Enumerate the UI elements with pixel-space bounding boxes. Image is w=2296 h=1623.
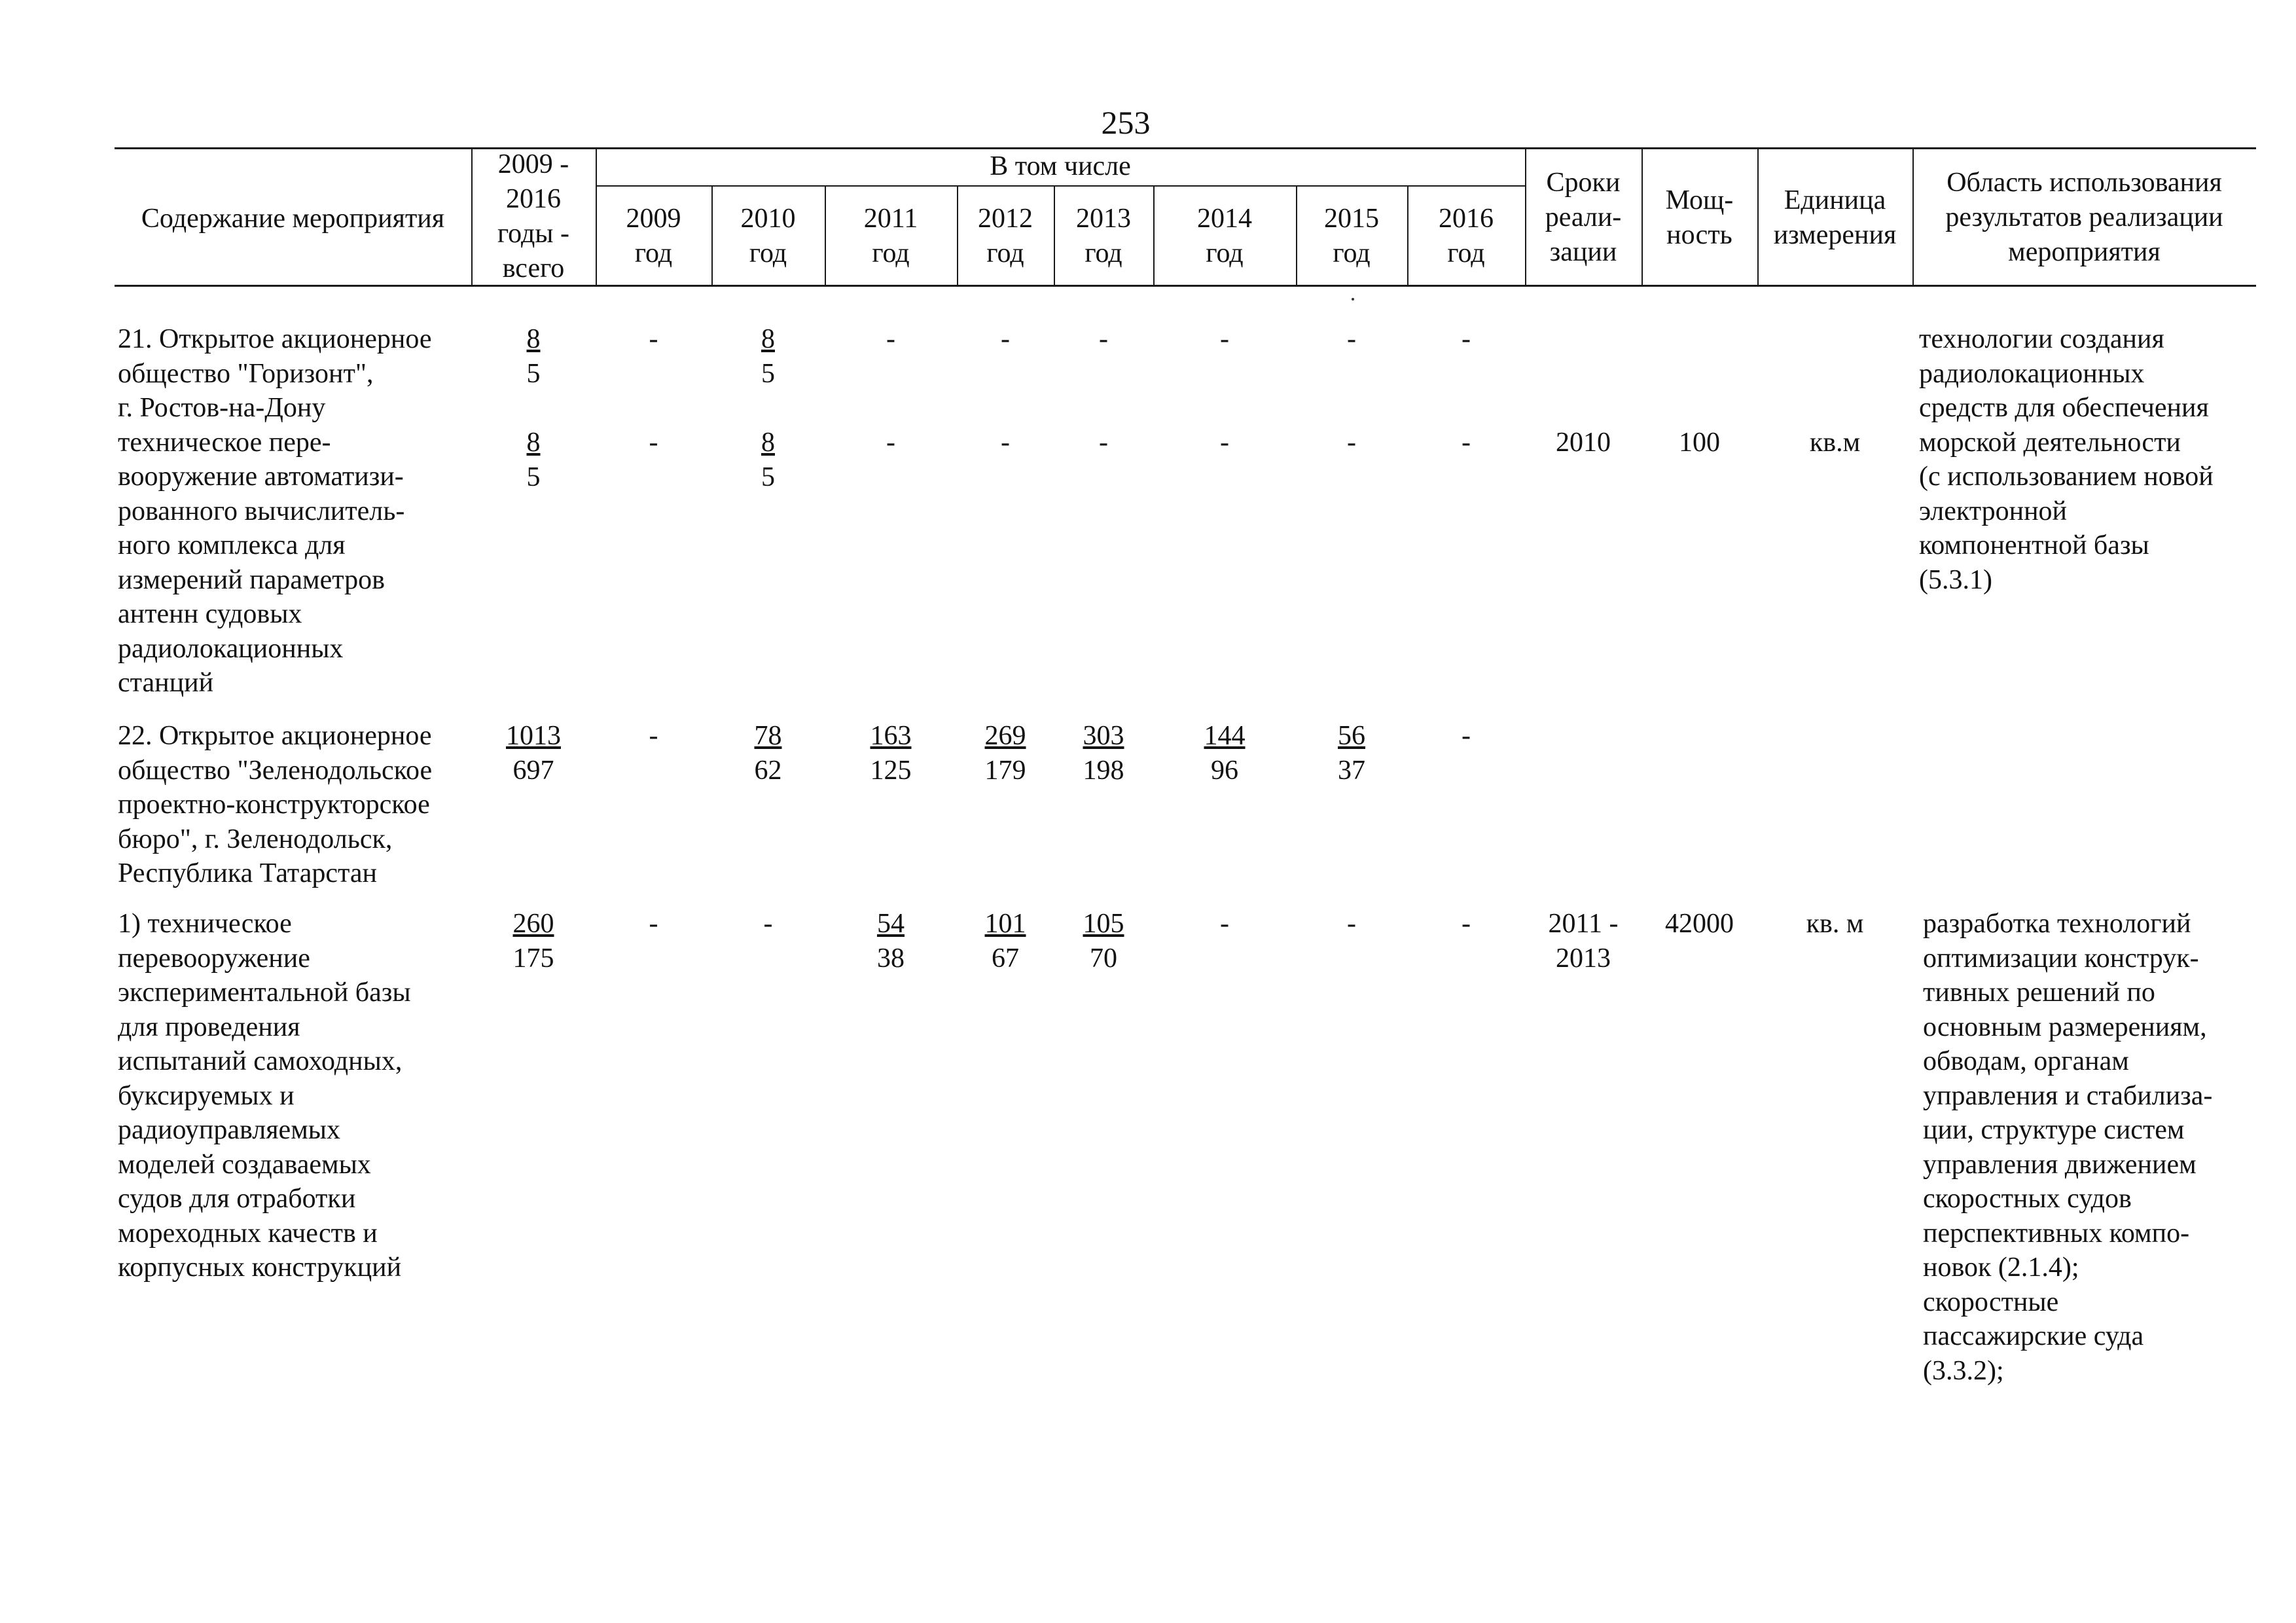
row-21b-capacity: 100 <box>1679 428 1720 458</box>
denominator: 38 <box>877 943 905 974</box>
header-year-2011: 2011 год <box>863 204 918 268</box>
row-22-2014 <box>1153 719 1296 788</box>
denominator: 179 <box>984 756 1026 786</box>
page-number: 253 <box>1101 104 1151 141</box>
row-21b-2009: - <box>649 428 658 458</box>
numerator: 303 <box>1083 721 1124 751</box>
denominator: 70 <box>1090 943 1117 974</box>
row-22-1-2009: - <box>649 909 658 939</box>
row-21a-2014: - <box>1220 324 1229 354</box>
row-22-1-total <box>471 907 596 976</box>
row-22-1-2010: - <box>763 909 773 939</box>
row-21b-2014: - <box>1220 428 1229 458</box>
denominator: 62 <box>754 756 782 786</box>
header-year-2009: 2009 год <box>626 204 681 268</box>
numerator: 260 <box>512 909 554 939</box>
header-year-2015: 2015 год <box>1324 204 1379 268</box>
header-year-2013: 2013 год <box>1076 204 1131 268</box>
header-including: В том числе <box>990 151 1131 181</box>
row-22-1-capacity: 42000 <box>1665 909 1734 939</box>
header-unit: Единица измерения <box>1773 185 1897 250</box>
denominator: 125 <box>870 756 912 786</box>
numerator: 8 <box>761 324 775 354</box>
row-21a-2012: - <box>1001 324 1010 354</box>
header-year-2016: 2016 год <box>1439 204 1494 268</box>
denominator: 67 <box>992 943 1019 974</box>
row-22-1-description: 1) техническое перевооружение экспериментальной базы для проведения испытаний самоходных, буксируемых и радиоуправляемых моделей создаваемых судов для отработки мореходных качеств и корпусных конструкций <box>118 909 411 1283</box>
row-21b-2012: - <box>1001 428 1010 458</box>
numerator: 8 <box>526 428 541 458</box>
numerator: 8 <box>761 428 775 458</box>
row-22-2010 <box>711 719 825 788</box>
numerator: 163 <box>870 721 912 751</box>
numerator: 1013 <box>506 721 561 751</box>
row-22-2015 <box>1296 719 1407 788</box>
row-22-2012 <box>957 719 1054 788</box>
row-22-2011 <box>825 719 957 788</box>
numerator: 54 <box>877 909 905 939</box>
row-22-total <box>471 719 596 788</box>
row-22-1-area: разработка технологий оптимизации конструк- тивных решений по основным размерениям, обводам, органам управления и стабилиза- ции, структуре систем управления движением скоростных судов перспективных компо- новок (2.1.4); скоростные пассажирские суда (3.3.2); <box>1923 909 2213 1386</box>
row-21b-2016: - <box>1462 428 1471 458</box>
header-total: 2009 - 2016 годы - всего <box>497 149 570 283</box>
row-22-1-unit: кв. м <box>1806 909 1864 939</box>
row-22-2013 <box>1054 719 1153 788</box>
numerator: 269 <box>984 721 1026 751</box>
row-21b-2011: - <box>886 428 895 458</box>
row-21b-total <box>471 426 596 495</box>
row-22-description: 22. Открытое акционерное общество "Зеленодольское проектно-конструкторское бюро", г. Зеленодольск, Республика Татарстан <box>118 721 433 888</box>
header-terms: Сроки реали- зации <box>1545 168 1622 267</box>
row-21-description: 21. Открытое акционерное общество "Горизонт", г. Ростов-на-Дону техническое пере- вооружение автоматизи- рованного вычислитель- ного комплекса для измерений параметров антенн судовых радиолокационных станций <box>118 324 432 698</box>
row-22-1-2011 <box>825 907 957 976</box>
row-21b-terms: 2010 <box>1556 428 1611 458</box>
denominator: 5 <box>761 359 775 389</box>
row-21a-2010 <box>711 322 825 392</box>
including-rule <box>596 185 1525 187</box>
header-content: Содержание мероприятия <box>141 204 445 234</box>
row-21a-2013: - <box>1099 324 1108 354</box>
denominator: 96 <box>1211 756 1238 786</box>
denominator: 198 <box>1083 756 1124 786</box>
row-22-2016: - <box>1462 721 1471 751</box>
row-22-1-2014: - <box>1220 909 1229 939</box>
numerator: 105 <box>1083 909 1124 939</box>
denominator: 175 <box>512 943 554 974</box>
row-22-2009: - <box>649 721 658 751</box>
header-year-2014: 2014 год <box>1197 204 1252 268</box>
denominator: 5 <box>526 462 541 492</box>
row-22-1-2012 <box>957 907 1054 976</box>
row-21a-2011: - <box>886 324 895 354</box>
row-22-1-2015: - <box>1347 909 1356 939</box>
row-22-1-terms: 2011 - 2013 <box>1548 909 1619 974</box>
header-year-2012: 2012 год <box>978 204 1033 268</box>
row-21a-2016: - <box>1462 324 1471 354</box>
row-22-1-2013 <box>1054 907 1153 976</box>
row-21b-2013: - <box>1099 428 1108 458</box>
scan-speck <box>1352 298 1354 301</box>
denominator: 5 <box>761 462 775 492</box>
denominator: 37 <box>1338 756 1365 786</box>
header-year-2010: 2010 год <box>740 204 796 268</box>
row-21b-2010 <box>711 426 825 495</box>
denominator: 5 <box>526 359 541 389</box>
header-area: Область использования результатов реализации мероприятия <box>1945 168 2223 267</box>
row-21a-2009: - <box>649 324 658 354</box>
header-bottom-rule <box>115 285 2256 287</box>
numerator: 144 <box>1204 721 1246 751</box>
row-21b-unit: кв.м <box>1809 428 1861 458</box>
row-21-area: технологии создания радиолокационных средств для обеспечения морской деятельности (с использованием новой электронной компонентной базы (5.3.1) <box>1919 324 2214 595</box>
row-21a-2015: - <box>1347 324 1356 354</box>
numerator: 8 <box>526 324 541 354</box>
row-21a-total <box>471 322 596 392</box>
numerator: 56 <box>1338 721 1365 751</box>
denominator: 697 <box>512 756 554 786</box>
numerator: 101 <box>984 909 1026 939</box>
numerator: 78 <box>754 721 782 751</box>
header-capacity: Мощ- ность <box>1665 185 1734 250</box>
row-22-1-2016: - <box>1462 909 1471 939</box>
row-21b-2015: - <box>1347 428 1356 458</box>
